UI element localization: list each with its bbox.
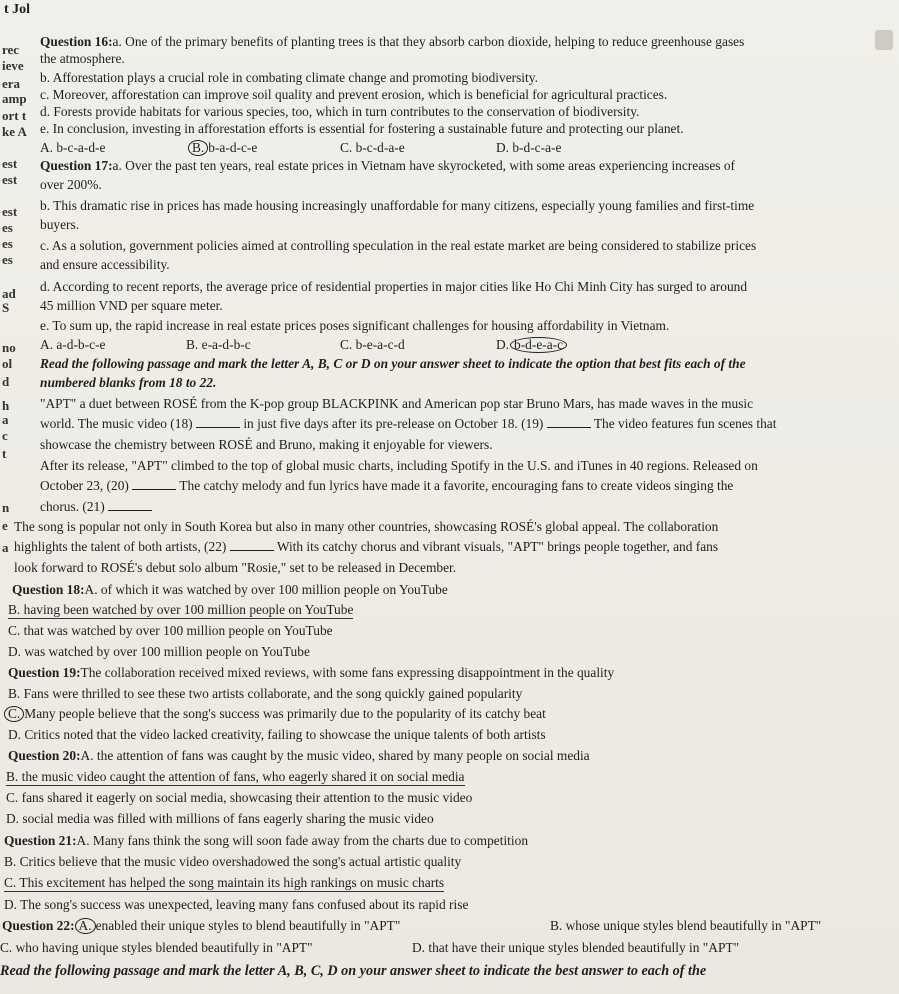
q17-item-e: e. To sum up, the rapid increase in real estate prices poses significant challenges for housing affordability in Vietnam. xyxy=(40,318,670,333)
q21-option-b[interactable]: B. Critics believe that the music video overshadowed the song's actual artistic quality xyxy=(4,854,462,869)
q17-item-c: c. As a solution, government policies aimed at controlling speculation in the real estate market are being considered to stabilize prices xyxy=(40,238,757,253)
q16-a-text: a. One of the primary benefits of planting trees is that they absorb carbon dioxide, helping to reduce greenhouse gases xyxy=(112,34,745,49)
q16-option-b-text: b-a-d-c-e xyxy=(208,140,258,155)
passage-line-2 xyxy=(40,416,776,432)
margin-fragment: ad xyxy=(2,286,16,301)
q20-option-d[interactable]: D. social media was filled with millions of fans eagerly sharing the music video xyxy=(6,811,434,826)
q19-option-c[interactable] xyxy=(4,706,546,722)
q20-option-c[interactable]: C. fans shared it eagerly on social media, showcasing their attention to the music video xyxy=(6,790,473,805)
passage-text: The catchy melody and fun lyrics have made it a favorite, encouraging fans to create videos singing the xyxy=(179,478,734,493)
passage-line-4: After its release, "APT" climbed to the top of global music charts, including Spotify in the U.S. and iTunes in 40 regions. Released on xyxy=(40,458,758,473)
q19-option-b[interactable]: B. Fans were thrilled to see these two artists collaborate, and the song quickly gained popularity xyxy=(8,686,523,701)
q17-label: Question 17: xyxy=(40,158,113,173)
margin-fragment: est xyxy=(2,172,18,187)
q16-item-d: d. Forests provide habitats for various species, too, which in turn contributes to the conservation of biodiversity. xyxy=(40,104,640,119)
q19-option-a-row[interactable] xyxy=(8,665,614,681)
margin-fragment: d xyxy=(2,374,10,389)
q16-option-a[interactable]: A. b-c-a-d-e xyxy=(40,140,106,155)
q18-label: Question 18: xyxy=(12,582,85,597)
passage-line-1: "APT" a duet between ROSÉ from the K-pop group BLACKPINK and American pop star Bruno Mars, has made waves in the music xyxy=(40,396,754,411)
q19-option-c-circle-mark: C. xyxy=(4,706,24,722)
passage-text: October 23, (20) xyxy=(40,478,129,493)
q21-option-d[interactable]: D. The song's success was unexpected, leaving many fans confused about its rapid rise xyxy=(4,897,469,912)
cloze-instruction-line-1: Read the following passage and mark the letter A, B, C or D on your answer sheet to indicate the option that best fits each of the xyxy=(40,356,746,371)
margin-fragment: n xyxy=(2,500,10,515)
q18-option-b[interactable]: B. having been watched by over 100 million people on YouTube xyxy=(8,602,354,617)
q18-option-a-row[interactable] xyxy=(12,582,448,598)
margin-fragment: no xyxy=(2,340,16,355)
blank-22[interactable] xyxy=(230,539,274,551)
margin-fragment: ieve xyxy=(2,58,24,73)
q17-d-continued: 45 million VND per square meter. xyxy=(40,298,223,313)
cloze-instruction-line-2: numbered blanks from 18 to 22. xyxy=(40,375,217,390)
passage-text: world. The music video (18) xyxy=(40,416,193,431)
q16-item-c: c. Moreover, afforestation can improve soil quality and prevent erosion, which is beneficial for agricultural practices. xyxy=(40,87,668,102)
q19-option-d[interactable]: D. Critics noted that the video lacked creativity, failing to showcase the unique talents of both artists xyxy=(8,727,546,742)
margin-fragment: ke A xyxy=(2,124,27,139)
passage-text: chorus. (21) xyxy=(40,499,105,514)
scan-artifact xyxy=(875,30,893,50)
passage-line-3: showcase the chemistry between ROSÉ and Bruno, making it enjoyable for viewers. xyxy=(40,437,493,452)
passage-line-5 xyxy=(40,478,733,494)
q22-label: Question 22: xyxy=(2,918,75,933)
q21-option-a: A. Many fans think the song will soon fade away from the charts due to competition xyxy=(76,833,529,848)
margin-fragment: era xyxy=(2,76,21,91)
q16-item-b: b. Afforestation plays a crucial role in combating climate change and promoting biodiversity. xyxy=(40,70,538,85)
q17-a-text: a. Over the past ten years, real estate prices in Vietnam have skyrocketed, with some areas experiencing increases of xyxy=(112,158,736,173)
q17-option-c[interactable]: C. b-e-a-c-d xyxy=(340,337,405,352)
passage-text: The video features fun scenes that xyxy=(593,416,777,431)
q21-label: Question 21: xyxy=(4,833,77,848)
passage-line-7: The song is popular not only in South Korea but also in many other countries, showcasing ROSÉ's global appeal. The collaboration xyxy=(14,519,719,534)
q17-item-d: d. According to recent reports, the average price of residential properties in major cities like Ho Chi Minh City has surged to around xyxy=(40,279,748,294)
q17-c-continued: and ensure accessibility. xyxy=(40,257,170,272)
passage-text: highlights the talent of both artists, (22) xyxy=(14,539,227,554)
page-header-fragment: t Jol xyxy=(4,2,31,17)
q17-item-a xyxy=(40,158,735,174)
q20-label: Question 20: xyxy=(8,748,81,763)
passage-line-9: look forward to ROSÉ's debut solo album "Rosie," set to be released in December. xyxy=(14,560,457,575)
reading-instruction: Read the following passage and mark the letter A, B, C, D on your answer sheet to indicate the best answer to each of the xyxy=(0,963,707,979)
blank-21[interactable] xyxy=(108,499,152,511)
q20-option-a-row[interactable] xyxy=(8,748,590,764)
q17-option-a[interactable]: A. a-d-b-c-e xyxy=(40,337,106,352)
q21-option-a-row[interactable] xyxy=(4,833,528,849)
q16-option-d[interactable]: D. b-d-c-a-e xyxy=(496,140,562,155)
q22-row-1 xyxy=(2,918,898,934)
q16-option-b-circle-mark: B. xyxy=(188,140,208,156)
margin-fragment: es xyxy=(2,252,13,267)
q17-b-continued: buyers. xyxy=(40,217,80,232)
margin-fragment: e xyxy=(2,518,8,533)
q17-option-d-circle-mark: b-d-e-a-c xyxy=(510,337,567,353)
margin-fragment: rec xyxy=(2,42,20,57)
margin-fragment: es xyxy=(2,236,13,251)
blank-19[interactable] xyxy=(547,416,591,428)
q21-option-c[interactable]: C. This excitement has helped the song maintain its high rankings on music charts xyxy=(4,875,445,890)
q20-option-b[interactable]: B. the music video caught the attention of fans, who eagerly shared it on social media xyxy=(6,769,465,784)
q17-option-b[interactable]: B. e-a-d-b-c xyxy=(186,337,251,352)
q22-option-a[interactable] xyxy=(75,918,401,933)
margin-fragment: es xyxy=(2,220,13,235)
q22-option-a-circle-mark: A. xyxy=(75,918,96,934)
margin-fragment: est xyxy=(2,156,18,171)
passage-line-8 xyxy=(14,539,718,555)
q17-option-d-letter: D. xyxy=(496,337,510,352)
q19-option-a: The collaboration received mixed reviews, with some fans expressing disappointment in the quality xyxy=(80,665,615,680)
margin-fragment: ort t xyxy=(2,108,27,123)
margin-fragment: c xyxy=(2,428,8,443)
q18-option-a: A. of which it was watched by over 100 million people on YouTube xyxy=(84,582,448,597)
q20-option-a: A. the attention of fans was caught by the music video, shared by many people on social media xyxy=(80,748,590,763)
margin-fragment: est xyxy=(2,204,18,219)
passage-line-6 xyxy=(40,499,152,515)
margin-fragment: h xyxy=(2,398,10,413)
q22-option-a-text: enabled their unique styles to blend beautifully in "APT" xyxy=(95,918,401,933)
q22-option-b[interactable]: B. whose unique styles blend beautifully in "APT" xyxy=(550,918,822,933)
q17-a-continued: over 200%. xyxy=(40,177,102,192)
q18-option-c[interactable]: C. that was watched by over 100 million people on YouTube xyxy=(8,623,333,638)
margin-fragment: ol xyxy=(2,356,13,371)
blank-18[interactable] xyxy=(196,416,240,428)
q22-row-2 xyxy=(0,940,896,956)
q16-item-e: e. In conclusion, investing in afforestation efforts is essential for fostering a sustainable future and protecting our planet. xyxy=(40,121,684,136)
q22-option-c[interactable]: C. who having unique styles blended beautifully in "APT" xyxy=(0,940,313,955)
blank-20[interactable] xyxy=(132,478,176,490)
passage-text: With its catchy chorus and vibrant visuals, "APT" brings people together, and fans xyxy=(276,539,719,554)
q16-item-a xyxy=(40,34,744,50)
q18-option-d[interactable]: D. was watched by over 100 million people on YouTube xyxy=(8,644,310,659)
q16-option-c[interactable]: C. b-c-d-a-e xyxy=(340,140,405,155)
q17-item-b: b. This dramatic rise in prices has made housing increasingly unaffordable for many citizens, especially young families and first-time xyxy=(40,198,755,213)
q19-label: Question 19: xyxy=(8,665,81,680)
margin-fragment: S xyxy=(2,300,10,315)
margin-fragment: a xyxy=(2,540,9,555)
q16-option-b[interactable] xyxy=(188,140,257,156)
q17-option-d[interactable] xyxy=(496,337,567,353)
q19-option-c-text: Many people believe that the song's success was primarily due to the popularity of its catchy beat xyxy=(24,706,546,721)
margin-fragment: t xyxy=(2,446,7,461)
passage-text: in just five days after its pre-release on October 18. (19) xyxy=(243,416,544,431)
q16-a-continued: the atmosphere. xyxy=(40,51,125,66)
q16-label: Question 16: xyxy=(40,34,113,49)
margin-fragment: amp xyxy=(2,91,27,106)
margin-fragment: a xyxy=(2,412,9,427)
q22-option-d[interactable]: D. that have their unique styles blended beautifully in "APT" xyxy=(412,940,740,955)
